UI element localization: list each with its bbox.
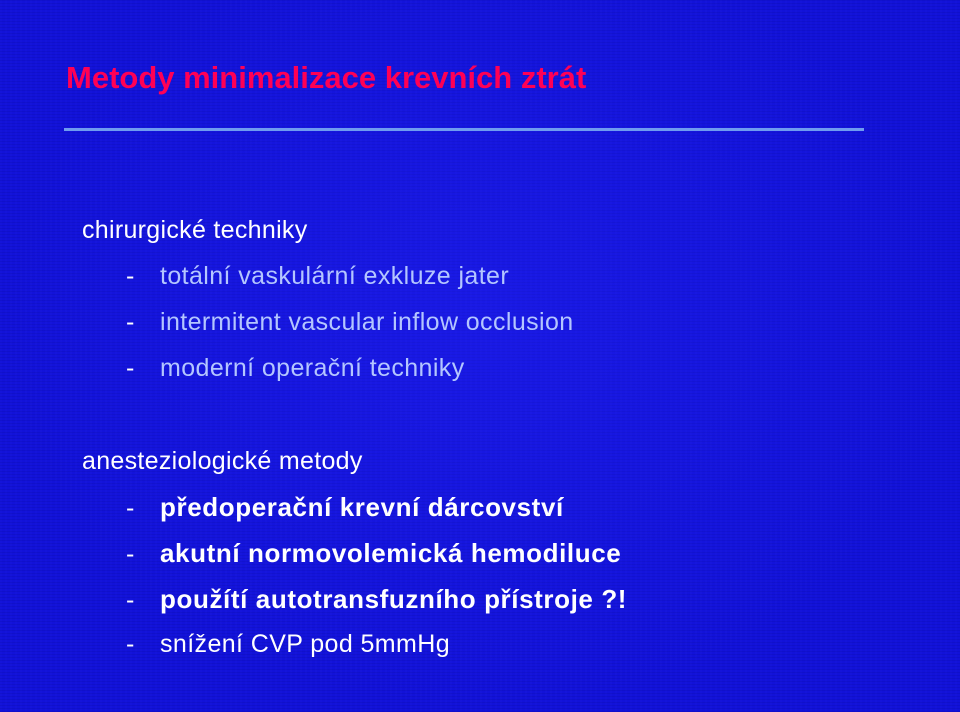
list-item-text: použítí autotransfuzního přístroje ?!	[160, 584, 628, 614]
list-dash: -	[126, 354, 135, 382]
title-divider	[64, 128, 864, 131]
list-item-anesthesia-4	[126, 630, 450, 659]
list-item-text: moderní operační techniky	[160, 354, 465, 382]
list-item-surgical-3	[126, 354, 465, 383]
list-dash: -	[126, 630, 135, 658]
list-item-text: intermitent vascular inflow occlusion	[160, 308, 574, 336]
section-heading-anesthesiology: anesteziologické metody	[82, 447, 363, 475]
list-item-surgical-1	[126, 262, 509, 291]
section-heading-surgical: chirurgické techniky	[82, 216, 308, 244]
list-item-surgical-2	[126, 308, 574, 337]
list-dash: -	[126, 540, 135, 568]
list-dash: -	[126, 308, 135, 336]
list-dash: -	[126, 494, 135, 522]
list-item-text: akutní normovolemická hemodiluce	[160, 538, 622, 568]
list-item-anesthesia-3	[126, 584, 627, 615]
list-dash: -	[126, 262, 135, 290]
list-item-text: předoperační krevní dárcovství	[160, 492, 564, 522]
list-item-text: totální vaskulární exkluze jater	[160, 262, 510, 290]
list-item-text: snížení CVP pod 5mmHg	[160, 630, 451, 658]
list-item-anesthesia-1	[126, 492, 564, 523]
list-dash: -	[126, 586, 135, 614]
list-item-anesthesia-2	[126, 538, 621, 569]
slide-title: Metody minimalizace krevních ztrát	[66, 60, 587, 95]
